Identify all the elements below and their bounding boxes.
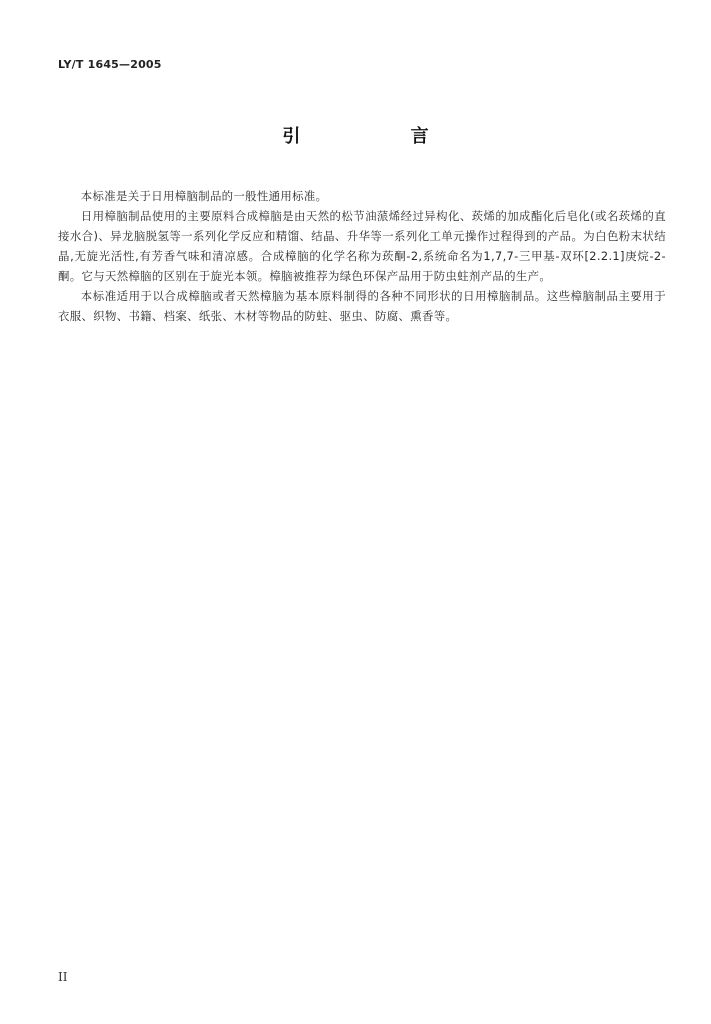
page-number: II bbox=[58, 970, 68, 984]
introduction-body bbox=[58, 186, 666, 326]
paragraph-scope-general: 本标准是关于日用樟脑制品的一般性通用标准。 bbox=[80, 189, 328, 203]
paragraph-raw-material: 日用樟脑制品使用的主要原料合成樟脑是由天然的松节油蒎烯经过异构化、莰烯的加成酯化后皂化(或名莰烯的直接水合)、异龙脑脱氢等一系列化学反应和精馏、结晶、升华等一系列化工单元操作过程得到的产品。为白色粉末状结晶,无旋光活性,有芳香气味和清凉感。合成樟脑的化学名称为莰酮-2,系统命名为1,7,7-三甲基-双环[2.2.1]庚烷-2-酮。它与天然樟脑的区别在于旋光本领。樟脑被推荐为绿色环保产品用于防虫蛀剂产品的生产。 bbox=[58, 209, 666, 283]
standard-number-header: LY/T 1645—2005 bbox=[58, 58, 162, 71]
page-title: 引 言 bbox=[282, 126, 481, 147]
paragraph-applicability: 本标准适用于以合成樟脑或者天然樟脑为基本原料制得的各种不同形状的日用樟脑制品。这些樟脑制品主要用于衣服、织物、书籍、档案、纸张、木材等物品的防蛀、驱虫、防腐、熏香等。 bbox=[58, 289, 666, 323]
